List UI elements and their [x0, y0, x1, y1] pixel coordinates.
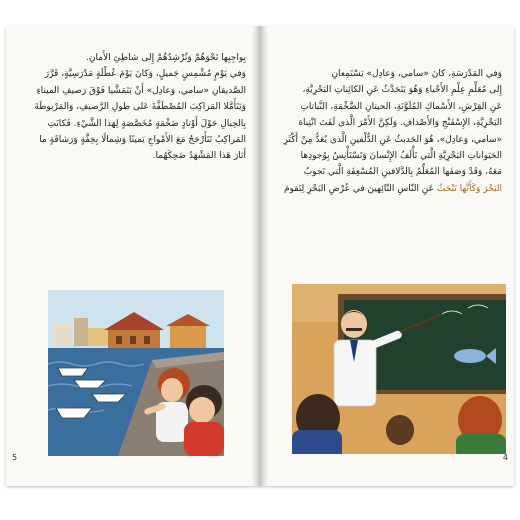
classroom-illustration [292, 284, 506, 454]
text-line: عَنِ القِرْشِ، الأَسْماكِ المُلَوَّنَةِ، الحيتانِ الضَّخْمَةِ، النَّباتاتِ [300, 101, 502, 112]
text-line: وَفي يَوْمٍ مُشْمِسٍ جَميلٍ، وَكانَ يَوْمَ عُطْلَةٍ مَدْرَسِيَّةٍ، قَرَّرَ [44, 69, 246, 80]
text-line: بِواجِبِها تَحْوَهُمْ وَتُرْشِدُهُمْ إِلى شاطِئِ الأَمانِ. [85, 53, 246, 63]
page-number: 4 [502, 453, 508, 462]
highlighted-text: البَحْرَ وَكَأَنَّها تَبْحَثُ [436, 183, 502, 194]
text-line: وَيَتَأَمَّلا المَراكِبَ المُصْطَفَّةَ عَلى طولِ الرَّصيفِ، وَالمَرْبوطَةَ [34, 102, 246, 113]
open-book [6, 26, 514, 486]
text-line: مَعَهُ، وَقَدْ وَصَفَها المُعَلِّمُ بِالدَّلافينِ المُسْعِفَةِ الَّتي تَجوبُ [303, 167, 502, 178]
left-page-text [20, 50, 246, 165]
harbor-illustration [48, 290, 224, 456]
text-line: الصَّديقانِ «سامي، وَعادِل» أَنْ يَتَمَشَّيا فَوْقَ رَصيفِ الميناءِ [36, 85, 246, 96]
text-line: البَحْرِيَّةِ، الإِسْفَنْجِ وَالأَصْدافِ. وَلَكِنَّ الأَمْرَ الَّذي لَفَتَ انْتِباهَ [298, 118, 502, 129]
text-span: عَنِ النّاسِ التّائِهينَ في عُرْضِ البَحْرِ لِتَقومَ [284, 183, 435, 194]
text-line: «سامي، وَعادِل»، هُوَ الحَديثُ عَنِ الدُّلْفينِ الَّذي يُعَدُّ مِنْ أَكْثَرِ [283, 134, 502, 145]
text-line: المَراكِبُ تَتَأَرْجَحُ مَعَ الأَمْواجِ يَمينًا وَشِمالًا بِخِفَّةٍ وَرَشاقَةٍ ما [39, 135, 246, 146]
text-line: أَثارَ هَذا المَشْهَدُ ضَحِكَهُما. [152, 151, 246, 162]
text-line: الحَيَواناتِ البَحْرِيَّةِ الَّتي تَأْلَفُ الإِنْسانَ وَتَسْتَأْنِسُ بِوُجودِها [300, 151, 502, 162]
right-page-text [270, 66, 502, 197]
right-page [260, 26, 514, 486]
text-line: وَفي المَدْرَسَةِ، كانَ «سامي، وَعادِل» يَسْتَمِعانِ [331, 69, 502, 79]
text-line [270, 181, 502, 197]
text-line: بِالحِبالِ حَوْلَ أَوْتادٍ ضَخْمَةٍ مُخَصَّصَةٍ لِهَذا الشَّيْءِ. فَكانَتِ [47, 118, 246, 129]
text-line: إِلى مُعَلِّمِ عِلْمِ الأَحْياءِ وَهُوَ يَتَحَدَّثُ عَنِ الكائِناتِ البَحْرِيَّةِ، [302, 85, 502, 96]
page-number: 5 [12, 453, 18, 462]
left-page [6, 26, 260, 486]
